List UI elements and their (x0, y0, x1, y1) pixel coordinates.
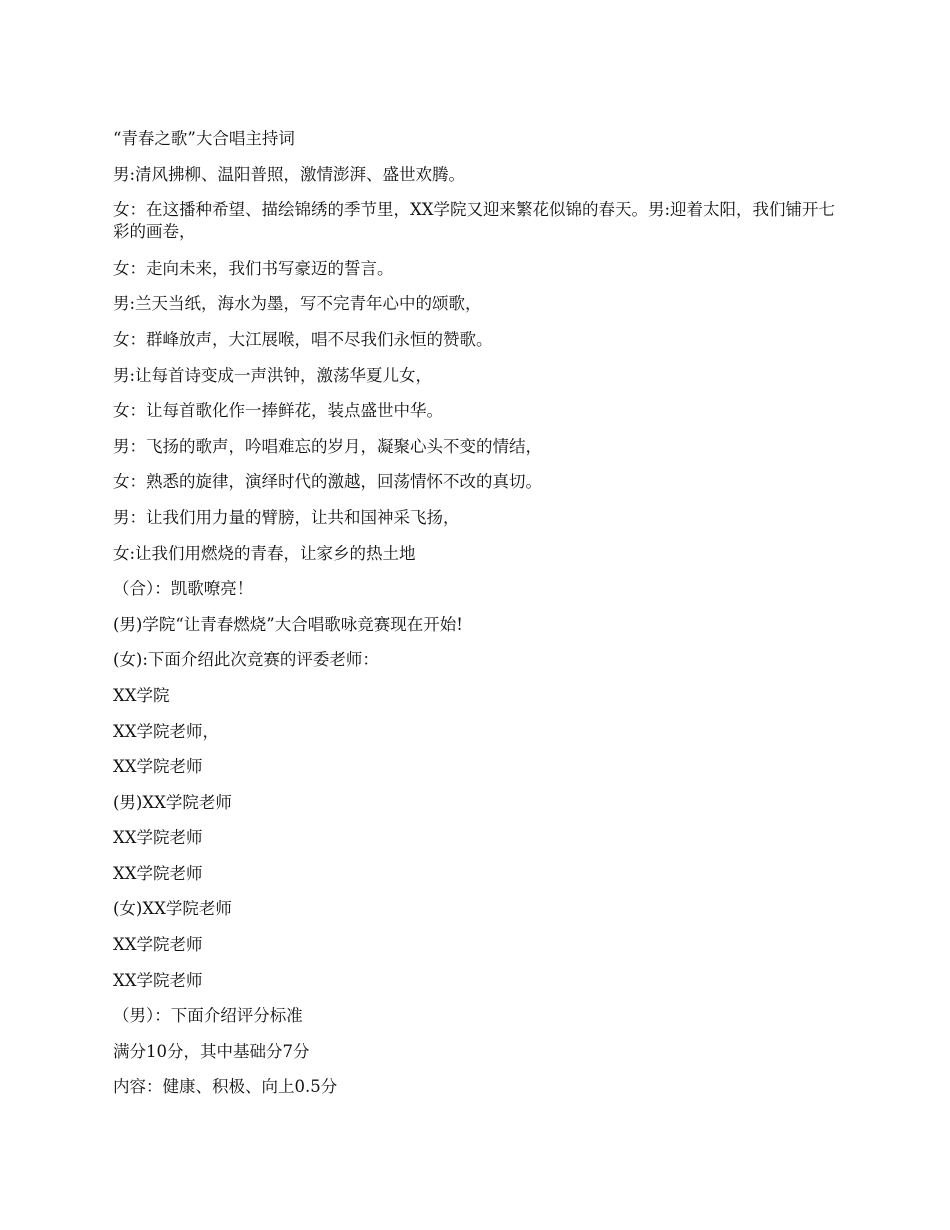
paragraph: 女:让我们用燃烧的青春，让家乡的热土地 (113, 543, 416, 563)
document-body (113, 128, 843, 1112)
document-title: “青春之歌”大合唱主持词 (113, 129, 295, 148)
paragraph: (男)学院“让青春燃烧”大合唱歌咏竞赛现在开始! (113, 614, 463, 634)
paragraph: (女):下面介绍此次竞赛的评委老师： (113, 650, 379, 670)
paragraph: 女：在这播种希望、描绘锦绣的季节里，XX学院又迎来繁花似锦的春天。男:迎着太阳，我们铺开七彩的画卷， (113, 200, 836, 242)
paragraph: 女：让每首歌化作一捧鲜花，装点盛世中华。 (113, 401, 443, 421)
paragraph: （合）：凯歌嘹亮！ (113, 579, 254, 599)
judge-line: XX学院老师 (113, 863, 203, 883)
judge-line: XX学院老师 (113, 935, 203, 955)
judge-line: XX学院老师 (113, 970, 203, 990)
judge-line: (男)XX学院老师 (113, 792, 232, 812)
paragraph: 男:清风拂柳、温阳普照，激情澎湃、盛世欢腾。 (113, 164, 466, 184)
paragraph: （男）：下面介绍评分标准 (113, 1006, 303, 1026)
judge-line: XX学院老师 (113, 828, 203, 848)
judge-line: XX学院 (113, 685, 170, 705)
paragraph: 内容：健康、积极、向上0.5分 (113, 1077, 338, 1097)
paragraph: 男:兰天当纸，海水为墨，写不完青年心中的颂歌， (113, 294, 482, 314)
paragraph: 男:让每首诗变成一声洪钟，激荡华夏儿女， (113, 365, 433, 385)
paragraph: 满分10分，其中基础分7分 (113, 1041, 310, 1061)
paragraph: 男：让我们用力量的臂膀，让共和国神采飞扬， (113, 507, 460, 527)
paragraph: 男：飞扬的歌声，吟唱难忘的岁月，凝聚心头不变的情结， (113, 436, 542, 456)
paragraph: 女：群峰放声，大江展喉，唱不尽我们永恒的赞歌。 (113, 329, 493, 349)
paragraph: 女：走向未来，我们书写豪迈的誓言。 (113, 258, 394, 278)
paragraph: 女：熟悉的旋律，演绎时代的激越，回荡情怀不改的真切。 (113, 472, 542, 492)
judge-line: (女)XX学院老师 (113, 899, 232, 919)
judge-line: XX学院老师， (113, 721, 219, 741)
judge-line: XX学院老师 (113, 757, 203, 777)
